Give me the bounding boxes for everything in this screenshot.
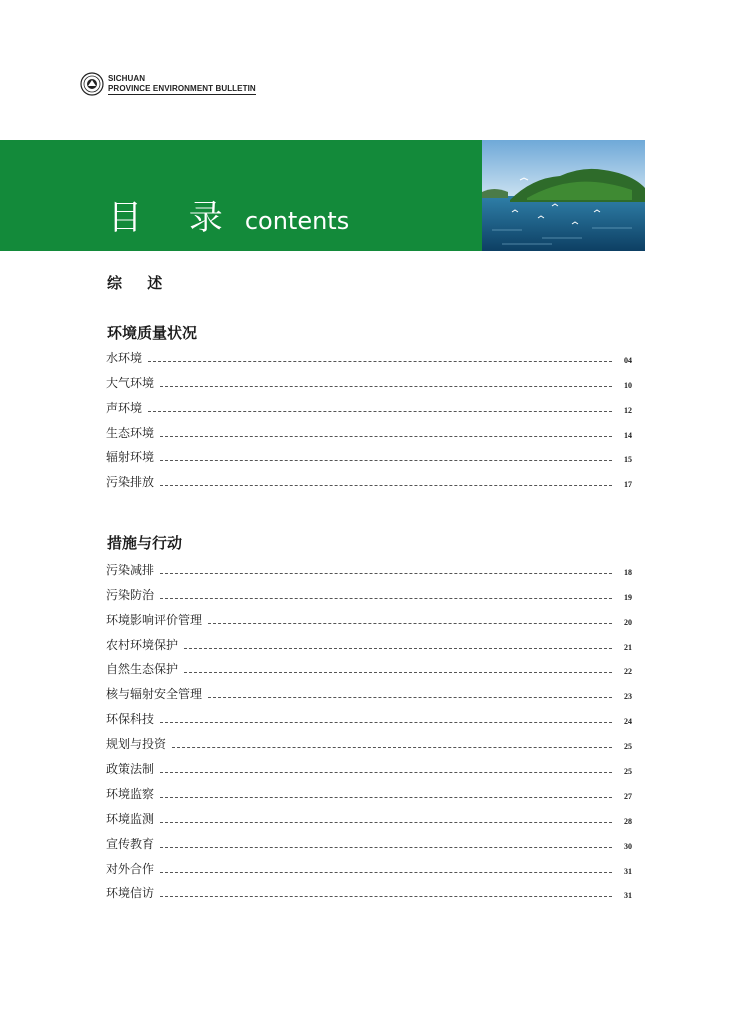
dot-leader [160,797,612,798]
toc-page-number: 04 [624,355,632,365]
toc-row[interactable] [106,578,632,603]
dot-leader [208,697,612,698]
dot-leader [160,598,612,599]
brand-line-1: SICHUAN [108,73,146,83]
publication-logo [80,72,256,96]
dot-leader [160,896,612,897]
toc-page-number: 15 [624,455,632,465]
toc-page-number: 22 [624,667,632,677]
toc-item-label: 声环境 [106,400,143,415]
toc-row[interactable] [106,553,632,578]
toc-item-label: 农村环境保护 [106,637,179,652]
toc-page-number: 17 [624,480,632,490]
toc-row[interactable] [106,416,632,441]
toc-item-label: 污染防治 [106,587,155,602]
toc-row[interactable] [106,852,632,877]
toc-page-number: 31 [624,866,632,876]
toc-page-number: 27 [624,791,632,801]
toc-row[interactable] [106,877,632,902]
dot-leader [160,822,612,823]
toc-page-number: 21 [624,642,632,652]
toc-item-label: 宣传教育 [106,836,155,851]
toc-row[interactable] [106,702,632,727]
toc-page-number: 14 [624,430,632,440]
toc-item-label: 生态环境 [106,425,155,440]
toc-page-number: 25 [624,767,632,777]
dot-leader [160,460,612,461]
toc-item-label: 污染减排 [106,562,155,577]
toc-item-label: 自然生态保护 [106,662,179,677]
section-title-environment-quality: 环境质量状况 [107,324,198,342]
emblem-seal-icon [80,72,104,96]
dot-leader [160,573,612,574]
dot-leader [172,747,612,748]
toc-row[interactable] [106,441,632,466]
toc-item-label: 水环境 [106,350,143,365]
dot-leader [148,411,612,412]
dot-leader [160,436,612,437]
toc-page-number: 24 [624,717,632,727]
toc-item-label: 环境监测 [106,811,155,826]
toc-row[interactable] [106,603,632,628]
toc-row[interactable] [106,752,632,777]
toc-row[interactable] [106,777,632,802]
dot-leader [184,648,612,649]
toc-item-label: 污染排放 [106,475,155,490]
section-title-measures-actions: 措施与行动 [107,534,183,552]
dot-leader [160,722,612,723]
toc-page-number: 18 [624,567,632,577]
toc-page-number: 31 [624,891,632,901]
toc-page-number: 20 [624,617,632,627]
toc-page-number: 10 [624,380,632,390]
toc-row[interactable] [106,341,632,366]
toc-item-label: 环境监察 [106,786,155,801]
toc-item-label: 辐射环境 [106,450,155,465]
toc-list-measures-actions [106,553,632,901]
toc-page-number: 23 [624,692,632,702]
toc-row[interactable] [106,391,632,416]
page-title [108,190,349,239]
dot-leader [208,623,612,624]
toc-item-label: 环境信访 [106,886,155,901]
title-chinese: 目 录 [108,198,241,238]
dot-leader [160,772,612,773]
overview-heading: 综 述 [107,274,173,292]
toc-page-number: 30 [624,841,632,851]
dot-leader [148,361,612,362]
dot-leader [160,872,612,873]
toc-item-label: 规划与投资 [106,737,167,752]
lake-island-photo [482,140,645,251]
toc-page-number: 19 [624,592,632,602]
toc-item-label: 核与辐射安全管理 [106,687,203,702]
toc-row[interactable] [106,677,632,702]
toc-page-number: 25 [624,742,632,752]
toc-row[interactable] [106,727,632,752]
toc-row[interactable] [106,628,632,653]
toc-row[interactable] [106,465,632,490]
title-english: contents [244,207,350,235]
toc-item-label: 环保科技 [106,712,155,727]
dot-leader [160,485,612,486]
dot-leader [160,386,612,387]
toc-row[interactable] [106,366,632,391]
toc-list-environment-quality [106,341,632,490]
toc-item-label: 环境影响评价管理 [106,612,203,627]
toc-row[interactable] [106,802,632,827]
toc-item-label: 对外合作 [106,861,155,876]
toc-item-label: 政策法制 [106,762,155,777]
toc-page-number: 28 [624,816,632,826]
toc-row[interactable] [106,653,632,678]
dot-leader [184,672,612,673]
dot-leader [160,847,612,848]
brand-line-2: PROVINCE ENVIRONMENT BULLETIN [108,83,256,93]
toc-item-label: 大气环境 [106,375,155,390]
toc-row[interactable] [106,827,632,852]
toc-page-number: 12 [624,405,632,415]
